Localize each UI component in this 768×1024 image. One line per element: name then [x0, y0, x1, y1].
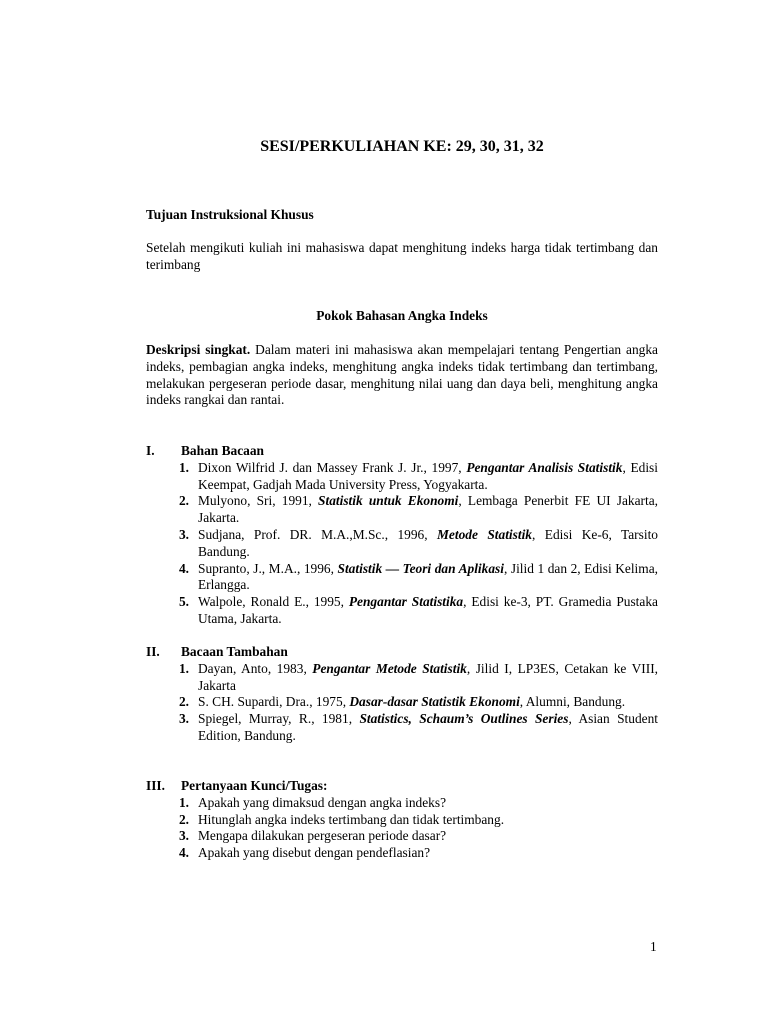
- list-item: [146, 694, 658, 711]
- item-title: Statistik — Teori dan Aplikasi: [337, 560, 504, 576]
- list-item: [146, 661, 658, 695]
- item-number: 1.: [178, 660, 189, 676]
- section-number: I.: [146, 443, 155, 458]
- list-item: [146, 828, 658, 845]
- item-text: , Lembaga Penerbit FE UI Jakarta, Jakarta.: [198, 493, 658, 526]
- list-item: [146, 812, 658, 829]
- list-item: [146, 795, 658, 812]
- section-heading: Pertanyaan Kunci/Tugas:: [181, 778, 328, 793]
- section-bacaan-tambahan: [146, 644, 658, 745]
- page-number: 1: [650, 939, 657, 954]
- item-text: Mulyono, Sri, 1991,: [198, 493, 319, 509]
- item-number: 4.: [178, 845, 189, 861]
- description-text: Dalam materi ini mahasiswa akan mempelajari tentang Pengertian angka indeks, pembagian angka indeks, menghitung angka indeks tidak tertimbang dan tertimbang, melakukan pergeseran periode dasar, menghitung nilai uang dan daya beli, menghitung angka indeks rangkai dan rantai.: [146, 342, 659, 408]
- item-text: Dayan, Anto, 1983,: [198, 660, 313, 676]
- item-text: Apakah yang disebut dengan pendeflasian?: [198, 845, 431, 861]
- section-number: III.: [146, 778, 165, 793]
- item-number: 3.: [178, 828, 189, 844]
- list-item: [146, 711, 658, 745]
- item-text: Walpole, Ronald E., 1995,: [198, 594, 349, 610]
- section-bahan-bacaan: [146, 443, 658, 628]
- list-item: [146, 594, 658, 628]
- list-item: [146, 527, 658, 561]
- item-number: 4.: [178, 560, 189, 576]
- list-item: [146, 493, 658, 527]
- section-number: II.: [146, 644, 160, 659]
- item-text: Dixon Wilfrid J. dan Massey Frank J. Jr., 1997,: [198, 459, 467, 475]
- list-item: [146, 845, 658, 862]
- tik-paragraph: Setelah mengikuti kuliah ini mahasiswa dapat menghitung indeks harga tidak tertimbang dan terimbang: [146, 240, 658, 272]
- item-title: Pengantar Analisis Statistik: [466, 459, 623, 475]
- description-paragraph: [146, 342, 658, 409]
- item-title: Metode Statistik: [437, 526, 532, 542]
- item-title: Statistics, Schaum’s Outlines Series: [359, 711, 569, 727]
- item-text: , Jilid I, LP3ES, Cetakan ke VIII, Jakarta: [198, 660, 658, 693]
- item-text: Hitunglah angka indeks tertimbang dan tidak tertimbang.: [198, 811, 505, 827]
- item-text: , Jilid 1 dan 2, Edisi Kelima, Erlangga.: [198, 560, 658, 593]
- description-label: Deskripsi singkat.: [146, 342, 251, 357]
- list-item: [146, 561, 658, 595]
- list-item: [146, 460, 658, 494]
- tik-heading: Tujuan Instruksional Khusus: [146, 207, 314, 222]
- item-text: Supranto, J., M.A., 1996,: [198, 560, 338, 576]
- item-title: Dasar-dasar Statistik Ekonomi: [349, 694, 520, 710]
- item-text: S. CH. Supardi, Dra., 1975,: [198, 694, 350, 710]
- section-heading: Bahan Bacaan: [181, 443, 264, 458]
- item-title: Pengantar Metode Statistik: [312, 660, 467, 676]
- item-number: 2.: [178, 811, 189, 827]
- pokok-heading: Pokok Bahasan Angka Indeks: [316, 308, 488, 323]
- page-title: SESI/PERKULIAHAN KE: 29, 30, 31, 32: [260, 138, 544, 155]
- item-text: Sudjana, Prof. DR. M.A.,M.Sc., 1996,: [198, 526, 438, 542]
- item-text: , Edisi Ke-6, Tarsito Bandung.: [198, 526, 658, 559]
- item-text: , Asian Student Edition, Bandung.: [198, 711, 658, 743]
- item-text: , Edisi Keempat, Gadjah Mada University Press, Yogyakarta.: [198, 459, 658, 492]
- section-pertanyaan-kunci: [146, 778, 658, 862]
- item-text: Mengapa dilakukan pergeseran periode dasar?: [198, 828, 447, 844]
- item-text: , Edisi ke-3, PT. Gramedia Pustaka Utama, Jakarta.: [198, 594, 658, 626]
- item-number: 5.: [178, 594, 189, 610]
- item-number: 2.: [178, 493, 189, 509]
- item-number: 1.: [178, 794, 189, 810]
- item-number: 2.: [178, 694, 189, 710]
- item-title: Statistik untuk Ekonomi: [318, 493, 459, 509]
- item-number: 1.: [178, 459, 189, 475]
- item-number: 3.: [178, 526, 189, 542]
- item-text: , Alumni, Bandung.: [519, 694, 626, 710]
- item-text: Apakah yang dimaksud dengan angka indeks?: [198, 794, 447, 810]
- item-text: Spiegel, Murray, R., 1981,: [198, 711, 360, 727]
- item-title: Pengantar Statistika: [348, 594, 464, 610]
- section-heading: Bacaan Tambahan: [181, 644, 288, 659]
- item-number: 3.: [178, 711, 189, 727]
